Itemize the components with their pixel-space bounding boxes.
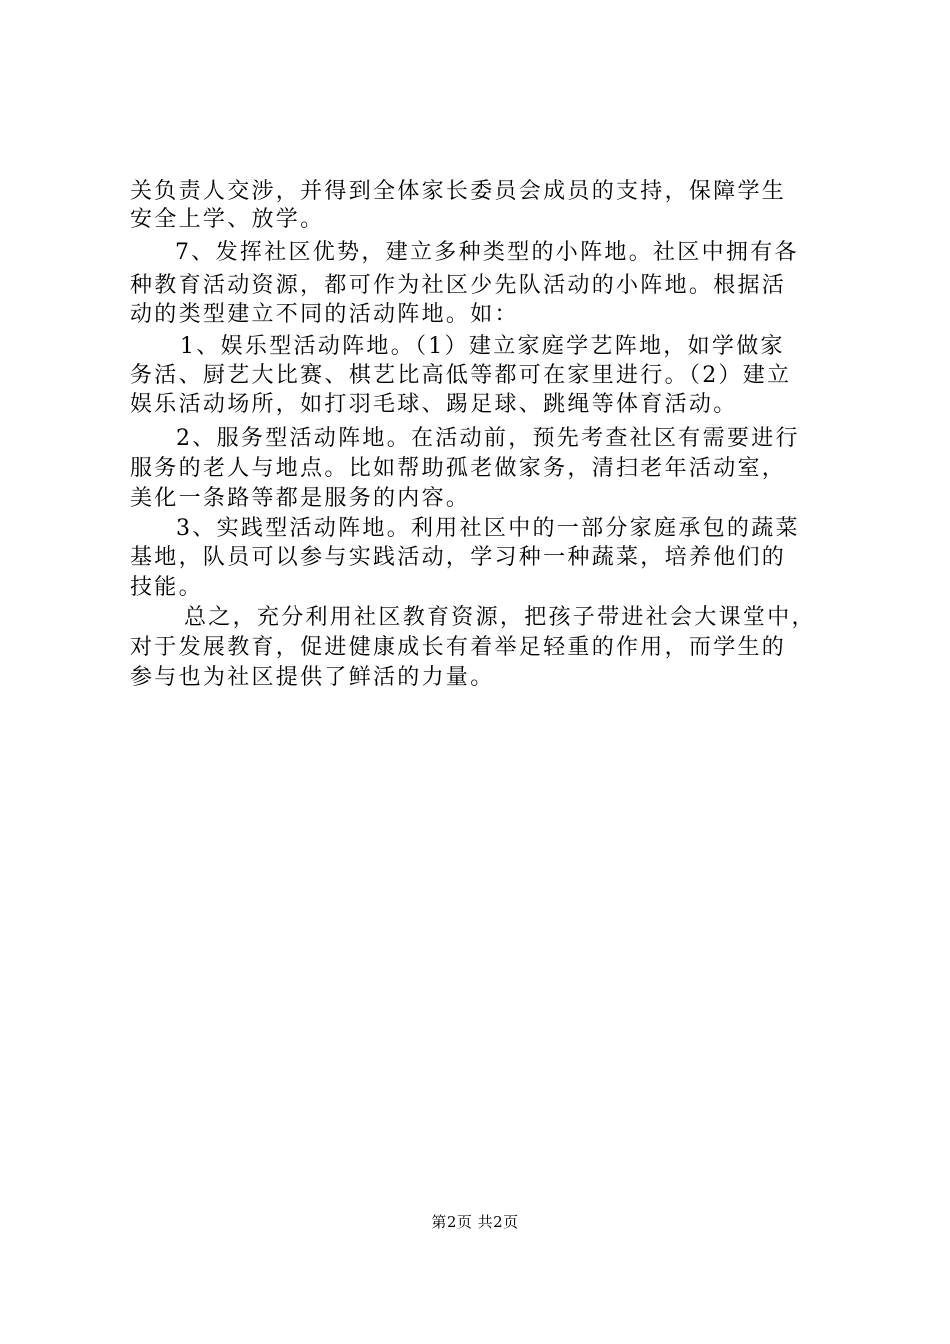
- paragraph-practice-start: 3、实践型活动阵地。利用社区中的一部分家庭承包的蔬菜: [176, 516, 800, 541]
- text-line: 娱乐活动场所，如打羽毛球、踢足球、跳绳等体育活动。: [130, 392, 738, 417]
- text-line: 对于发展教育，促进健康成长有着举足轻重的作用，而学生的: [130, 635, 787, 660]
- paragraph-7-start: 7、发挥社区优势，建立多种类型的小阵地。社区中拥有各: [175, 240, 799, 265]
- text-line: 技能。: [130, 575, 203, 600]
- paragraph-entertainment-start: 1、娱乐型活动阵地。（1）建立家庭学艺阵地，如学做家: [180, 334, 785, 359]
- text-line: 关负责人交涉，并得到全体家长委员会成员的支持，保障学生: [130, 179, 787, 204]
- text-line: 种教育活动资源，都可作为社区少先队活动的小阵地。根据活: [130, 273, 787, 298]
- text-line: 安全上学、放学。: [130, 207, 325, 232]
- text-line: 基地，队员可以参与实践活动，学习种一种蔬菜，培养他们的: [130, 545, 787, 570]
- page-number-footer: 第2页 共2页: [431, 1213, 519, 1231]
- text-line: 美化一条路等都是服务的内容。: [130, 486, 471, 511]
- paragraph-summary-start: 总之，充分利用社区教育资源，把孩子带进社会大课堂中，: [184, 605, 816, 630]
- text-line: 参与也为社区提供了鲜活的力量。: [130, 665, 495, 690]
- text-line: 动的类型建立不同的活动阵地。如：: [130, 302, 519, 327]
- paragraph-service-start: 2、服务型活动阵地。在活动前，预先考查社区有需要进行: [176, 426, 800, 451]
- text-line: 务活、厨艺大比赛、棋艺比高低等都可在家里进行。（2）建立: [130, 363, 792, 388]
- text-line: 服务的老人与地点。比如帮助孤老做家务，清扫老年活动室，: [130, 456, 787, 481]
